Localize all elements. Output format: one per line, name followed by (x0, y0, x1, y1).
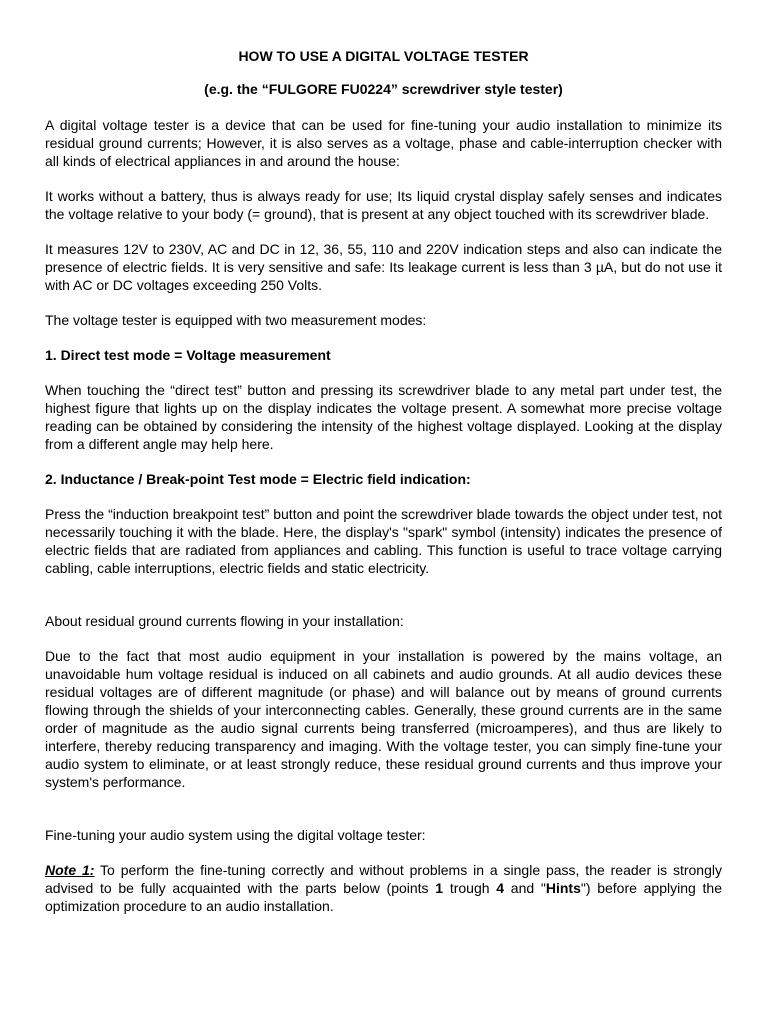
battery-paragraph: It works without a battery, thus is always ready for use; Its liquid crystal display safely senses and indicates the voltage relative to your body (= ground), that is present at any object touched with its screwdriver blade. (45, 188, 722, 222)
modes-intro-paragraph: The voltage tester is equipped with two measurement modes: (45, 312, 427, 328)
measures-paragraph: It measures 12V to 230V, AC and DC in 12, 36, 55, 110 and 220V indication steps and also can indicate the presence of electric fields. It is very sensitive and safe: Its leakage current is less than 3 µA, but do not use it with AC or DC voltages exceeding 250 Volts. (45, 241, 722, 293)
document-subtitle: (e.g. the “FULGORE FU0224” screwdriver style tester) (204, 81, 563, 97)
note-text-a: To perform the fine-tuning correctly and without problems in a single pass, the reader is strongly advised to be fully acquainted with the parts below (points (45, 862, 722, 896)
note-hints: Hints (545, 880, 581, 896)
note-text-d: ") before applying the optimization procedure to an audio installation. (45, 880, 722, 914)
finetune-heading: Fine-tuning your audio system using the digital voltage tester: (45, 827, 426, 843)
note-text-c: and " (504, 880, 546, 896)
note-paragraph (45, 861, 722, 915)
residual-heading: About residual ground currents flowing in your installation: (45, 613, 404, 629)
mode2-paragraph: Press the “induction breakpoint test” button and point the screwdriver blade towards the object under test, not necessarily touching it with the blade. Here, the display's "spark" symbol (intensity) indicates the presence of electric fields that are radiated from appliances and cabling. This function is useful to trace voltage carrying cabling, cable interruptions, electric fields and static electricity. (45, 506, 722, 576)
note-label: Note 1: (45, 862, 95, 878)
intro-paragraph: A digital voltage tester is a device that can be used for fine-tuning your audio installation to minimize its residual ground currents; However, it is also serves as a voltage, phase and cable-interruption checker with all kinds of electrical appliances in and around the house: (45, 117, 722, 169)
note-point-4: 4 (496, 880, 505, 896)
mode1-heading: 1. Direct test mode = Voltage measurement (45, 347, 331, 363)
note-point-1: 1 (435, 880, 444, 896)
mode2-heading: 2. Inductance / Break-point Test mode = Electric field indication: (45, 471, 471, 487)
residual-paragraph: Due to the fact that most audio equipment in your installation is powered by the mains voltage, an unavoidable hum voltage residual is induced on all cabinets and audio grounds. At all audio devices these residual voltages are of different magnitude (or phase) and will balance out by means of ground currents flowing through the shields of your interconnecting cables. Generally, these ground currents are in the same order of magnitude as the audio signal currents being transferred (microamperes), and thus are likely to interfere, thereby reducing transparency and imaging. With the voltage tester, you can simply fine-tune your audio system to eliminate, or at least strongly reduce, these residual ground currents and thus improve your system's performance. (45, 648, 722, 790)
mode1-paragraph: When touching the “direct test” button and pressing its screwdriver blade to any metal part under test, the highest figure that lights up on the display indicates the voltage present. A somewhat more precise voltage reading can be obtained by considering the intensity of the highest voltage displayed. Looking at the display from a different angle may help here. (45, 382, 722, 452)
document-page (45, 47, 722, 915)
note-text-b: trough (443, 880, 497, 896)
document-title: HOW TO USE A DIGITAL VOLTAGE TESTER (238, 48, 529, 64)
